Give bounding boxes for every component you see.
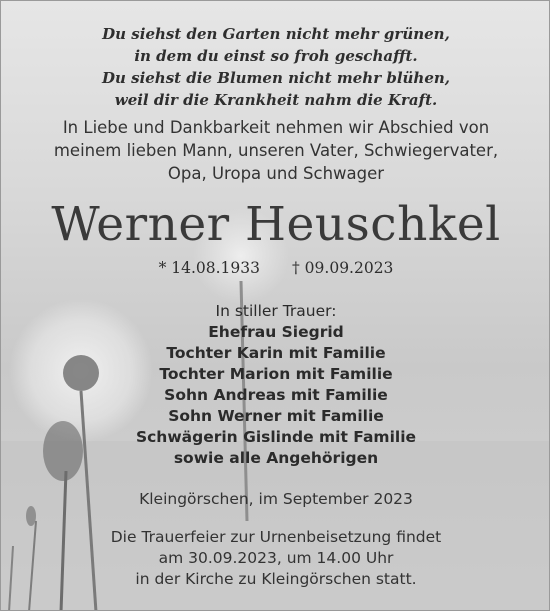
poem-line: weil dir die Krankheit nahm die Kraft.: [114, 91, 438, 109]
deceased-name: Werner Heuschkel: [51, 197, 501, 252]
farewell-intro: [1, 116, 550, 185]
memorial-poem: [1, 23, 550, 111]
life-dates: [1, 257, 550, 279]
death-date: † 09.09.2023: [292, 259, 394, 277]
mourner-name: Tochter Marion mit Familie: [159, 365, 393, 383]
place-and-date: Kleingörschen, im September 2023: [139, 490, 413, 508]
poem-line: Du siehst die Blumen nicht mehr blühen,: [101, 69, 450, 87]
funeral-line: Die Trauerfeier zur Urnenbeisetzung findet: [110, 528, 442, 546]
mourner-name: Sohn Werner mit Familie: [168, 407, 384, 425]
mourner-name: Sohn Andreas mit Familie: [164, 386, 388, 404]
birth-date: * 14.08.1933: [158, 259, 260, 277]
mourners-list: [1, 301, 550, 469]
mourner-name: Tochter Karin mit Familie: [166, 344, 386, 362]
funeral-line: in der Kirche zu Kleingörschen statt.: [135, 570, 417, 588]
mourners-lead: In stiller Trauer:: [215, 302, 337, 320]
poem-line: Du siehst den Garten nicht mehr grünen,: [102, 25, 450, 43]
funeral-line: am 30.09.2023, um 14.00 Uhr: [158, 549, 394, 567]
mourner-name: Ehefrau Siegrid: [208, 323, 344, 341]
mourner-name: sowie alle Angehörigen: [173, 449, 379, 467]
funeral-info: [1, 527, 550, 590]
intro-line: meinem lieben Mann, unseren Vater, Schwiegervater,: [53, 141, 499, 160]
mourner-name: Schwägerin Gislinde mit Familie: [135, 428, 417, 446]
intro-line: Opa, Uropa und Schwager: [167, 164, 385, 183]
poem-line: in dem du einst so froh geschafft.: [134, 47, 418, 65]
intro-line: In Liebe und Dankbarkeit nehmen wir Abschied von: [62, 118, 490, 137]
